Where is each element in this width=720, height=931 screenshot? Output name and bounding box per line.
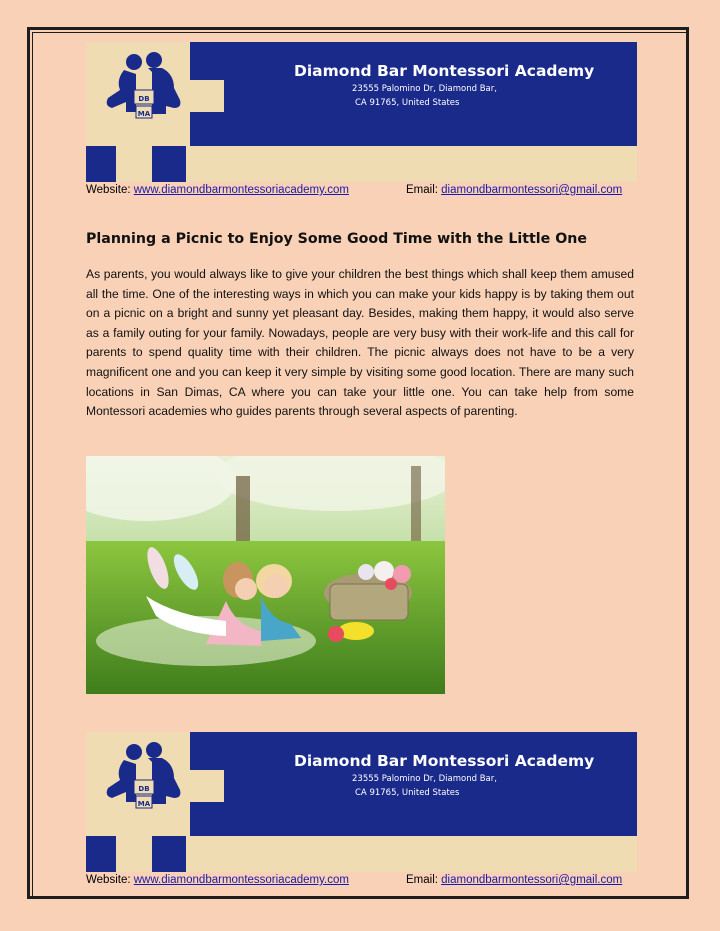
academy-logo-icon	[96, 50, 186, 125]
svg-text:DB: DB	[138, 95, 150, 103]
website-label: Website:	[86, 184, 131, 196]
website-link[interactable]: www.diamondbarmontessoriacademy.com	[133, 184, 349, 196]
academy-name: Diamond Bar Montessori Academy	[294, 62, 595, 80]
website-label: Website:	[86, 874, 131, 886]
svg-text:MA: MA	[137, 800, 151, 808]
email-label: Email:	[406, 874, 438, 886]
academy-logo-icon	[96, 740, 186, 815]
footer-banner	[86, 732, 637, 872]
banner-blue-band	[224, 732, 637, 836]
website-link[interactable]: www.diamondbarmontessoriacademy.com	[133, 874, 349, 886]
email-link[interactable]: diamondbarmontessori@gmail.com	[441, 874, 623, 886]
email-label: Email:	[406, 184, 438, 196]
email-block	[406, 184, 622, 196]
contact-row-bottom	[86, 874, 637, 890]
svg-text:DB: DB	[138, 785, 150, 793]
email-block	[406, 874, 622, 886]
address-line-2: CA 91765, United States	[355, 788, 460, 798]
email-link[interactable]: diamondbarmontessori@gmail.com	[441, 184, 623, 196]
address-line-2: CA 91765, United States	[355, 98, 460, 108]
address-line-1: 23555 Palomino Dr, Diamond Bar,	[352, 774, 497, 784]
website-block	[86, 184, 349, 196]
website-block	[86, 874, 349, 886]
address-line-1: 23555 Palomino Dr, Diamond Bar,	[352, 84, 497, 94]
academy-name: Diamond Bar Montessori Academy	[294, 752, 595, 770]
svg-text:MA: MA	[137, 110, 151, 118]
article-title: Planning a Picnic to Enjoy Some Good Time with the Little One	[86, 231, 587, 247]
article-body: As parents, you would always like to give your children the best things which shall keep them amused all the time. One of the interesting ways in which you can make your kids happy is by taking them out on a picnic on a bright and sunny yet pleasant day. Besides, making them happy, it would also serve as a family outing for your family. Nowadays, people are very busy with their work-life and this call for parents to spend quality time with their children. The picnic always does not have to be a very magnificent one and you can keep it very simple by visiting some good location. There are many such locations in San Dimas, CA where you can take your little one. You can take help from some Montessori academies who guides parents through several aspects of parenting.	[86, 267, 634, 419]
header-banner	[86, 42, 637, 182]
contact-row-top	[86, 184, 637, 200]
banner-blue-band	[224, 42, 637, 146]
picnic-photo	[86, 456, 445, 694]
